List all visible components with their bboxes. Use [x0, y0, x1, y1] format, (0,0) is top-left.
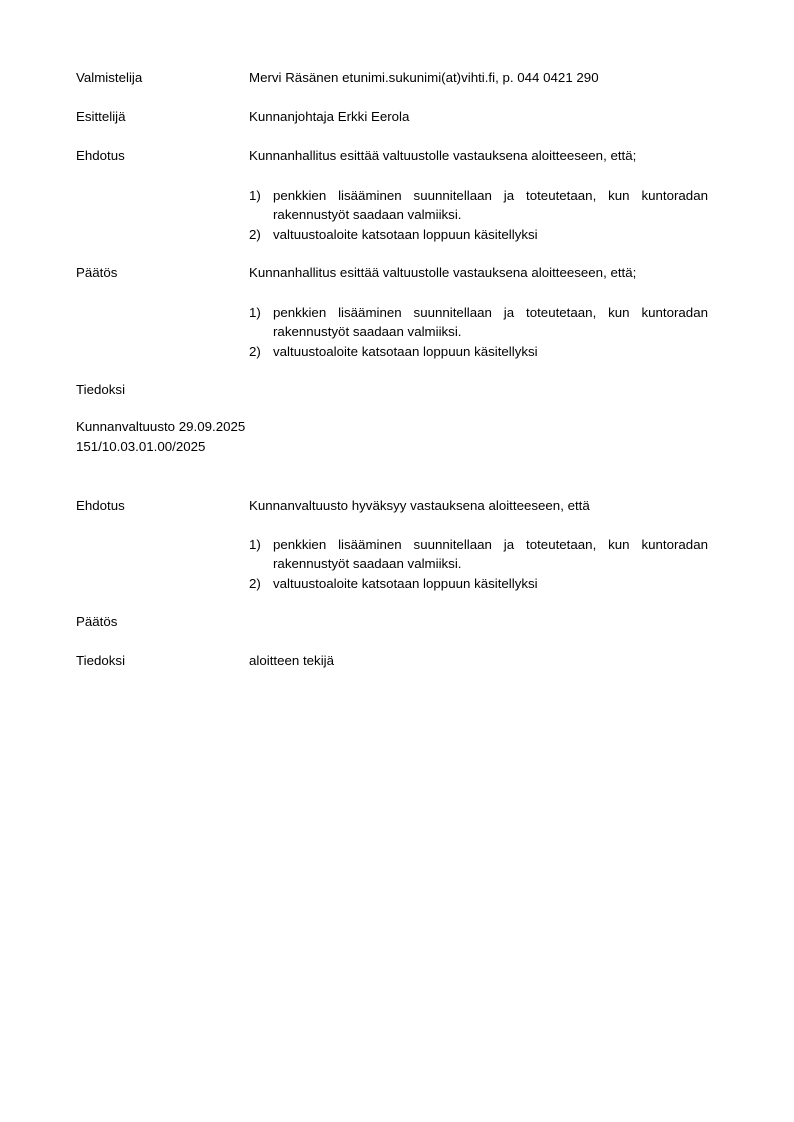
list-text: valtuustoaloite katsotaan loppuun käsitellyksi	[273, 344, 538, 359]
list-text: penkkien lisääminen suunnitellaan ja toteutetaan, kun kuntoradan rakennustyöt saadaan valmiiksi.	[273, 188, 708, 222]
board-decision-intro: Kunnanhallitus esittää valtuustolle vastauksena aloitteeseen, että;	[249, 265, 637, 280]
council-info-value: aloitteen tekijä	[249, 653, 335, 668]
council-info-row	[76, 651, 708, 671]
board-decision-item-2	[249, 342, 708, 361]
council-proposal-item-1	[249, 535, 708, 573]
list-text: valtuustoaloite katsotaan loppuun käsitellyksi	[273, 227, 538, 242]
board-decision-label: Päätös	[76, 265, 118, 280]
preparer-label: Valmistelija	[76, 70, 143, 85]
council-case-number: 151/10.03.01.00/2025	[76, 439, 206, 454]
board-decision-row	[76, 263, 708, 283]
preparer-value: Mervi Räsänen etunimi.sukunimi(at)vihti.fi, p. 044 0421 290	[249, 70, 599, 85]
list-text: valtuustoaloite katsotaan loppuun käsitellyksi	[273, 576, 538, 591]
list-number: 1)	[249, 537, 261, 552]
council-info-label: Tiedoksi	[76, 653, 126, 668]
list-number: 1)	[249, 305, 261, 320]
council-proposal-row	[76, 496, 708, 516]
presenter-label: Esittelijä	[76, 109, 126, 124]
list-number: 2)	[249, 227, 261, 242]
board-proposal-row	[76, 146, 708, 166]
council-meeting: Kunnanvaltuusto 29.09.2025	[76, 419, 246, 434]
council-decision-label: Päätös	[76, 614, 118, 629]
board-decision-item-1	[249, 303, 708, 341]
board-proposal-item-2	[249, 225, 708, 244]
list-number: 1)	[249, 188, 261, 203]
council-proposal-intro: Kunnanvaltuusto hyväksyy vastauksena aloitteeseen, että	[249, 498, 590, 513]
list-text: penkkien lisääminen suunnitellaan ja toteutetaan, kun kuntoradan rakennustyöt saadaan valmiiksi.	[273, 305, 708, 339]
board-info-label: Tiedoksi	[76, 382, 126, 397]
board-proposal-item-1	[249, 186, 708, 224]
list-number: 2)	[249, 344, 261, 359]
presenter-value: Kunnanjohtaja Erkki Eerola	[249, 109, 410, 124]
preparer-row	[76, 68, 708, 88]
board-proposal-label: Ehdotus	[76, 148, 125, 163]
list-number: 2)	[249, 576, 261, 591]
council-decision-row	[76, 612, 708, 632]
board-proposal-intro: Kunnanhallitus esittää valtuustolle vastauksena aloitteeseen, että;	[249, 148, 637, 163]
board-info-row	[76, 380, 708, 400]
list-text: penkkien lisääminen suunnitellaan ja toteutetaan, kun kuntoradan rakennustyöt saadaan valmiiksi.	[273, 537, 708, 571]
council-proposal-label: Ehdotus	[76, 498, 125, 513]
presenter-row	[76, 107, 708, 127]
council-proposal-item-2	[249, 574, 708, 593]
